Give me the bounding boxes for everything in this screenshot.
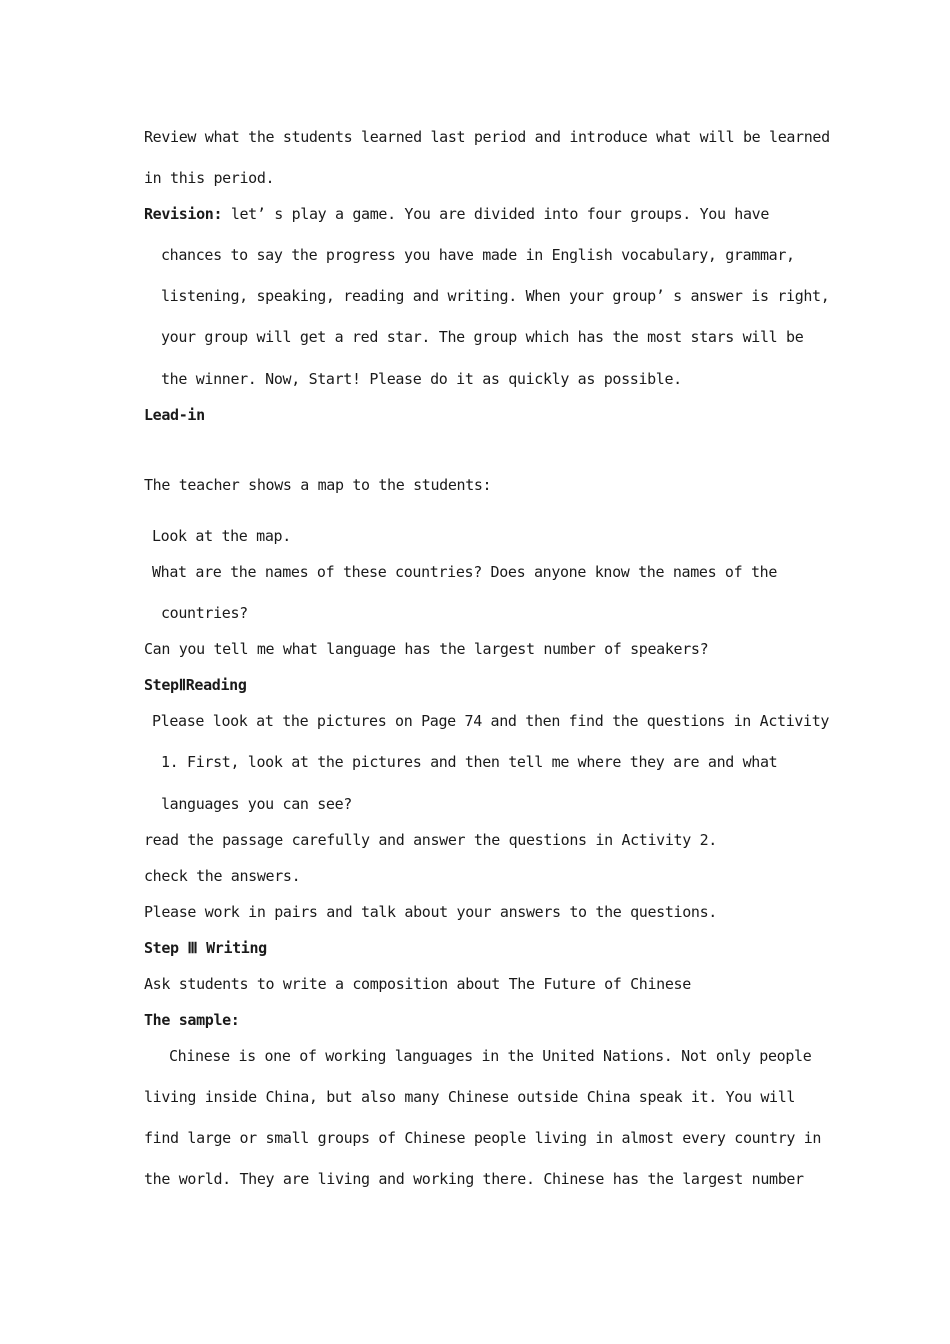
sample-line-2: living inside China, but also many Chinese outside China speak it. You will [144,1088,796,1106]
revision-line-2: chances to say the progress you have made in English vocabulary, grammar, [161,246,795,264]
sample-line-4: the world. They are living and working there. Chinese has the largest number [144,1170,804,1188]
sample-line-3: find large or small groups of Chinese people living in almost every country in [144,1129,822,1147]
revision-line-3: listening, speaking, reading and writing. When your group’ s answer is right, [161,287,830,305]
lead-in-heading: Lead-in [144,406,205,424]
writing-line-1: Ask students to write a composition about The Future of Chinese [144,975,691,993]
lead-in-line-5: Can you tell me what language has the largest number of speakers? [144,640,709,658]
reading-heading: StepⅡReading [144,676,247,694]
writing-heading: Step Ⅲ Writing [144,939,267,957]
reading-line-3: languages you can see? [161,795,352,813]
revision-line-4: your group will get a red star. The group which has the most stars will be [161,328,804,346]
reading-line-4: read the passage carefully and answer the questions in Activity 2. [144,831,717,849]
lead-in-line-1: The teacher shows a map to the students: [144,476,492,494]
revision-label: Revision: [144,205,223,223]
intro-line-2: in this period. [144,169,275,187]
reading-line-1: Please look at the pictures on Page 74 and then find the questions in Activity [152,712,830,730]
sample-heading: The sample: [144,1011,240,1029]
revision-text-1: let’ s play a game. You are divided into four groups. You have [222,205,770,223]
reading-line-5: check the answers. [144,867,301,885]
reading-line-6: Please work in pairs and talk about your answers to the questions. [144,903,717,921]
lead-in-line-4: countries? [161,604,248,622]
reading-line-2: 1. First, look at the pictures and then tell me where they are and what [161,753,778,771]
revision-line-5: the winner. Now, Start! Please do it as quickly as possible. [161,370,682,388]
lead-in-line-2: Look at the map. [152,527,291,545]
revision-line-1 [144,204,769,224]
intro-line-1: Review what the students learned last period and introduce what will be learned [144,128,830,146]
sample-line-1: Chinese is one of working languages in the United Nations. Not only people [169,1047,812,1065]
lead-in-line-3: What are the names of these countries? Does anyone know the names of the [152,563,778,581]
